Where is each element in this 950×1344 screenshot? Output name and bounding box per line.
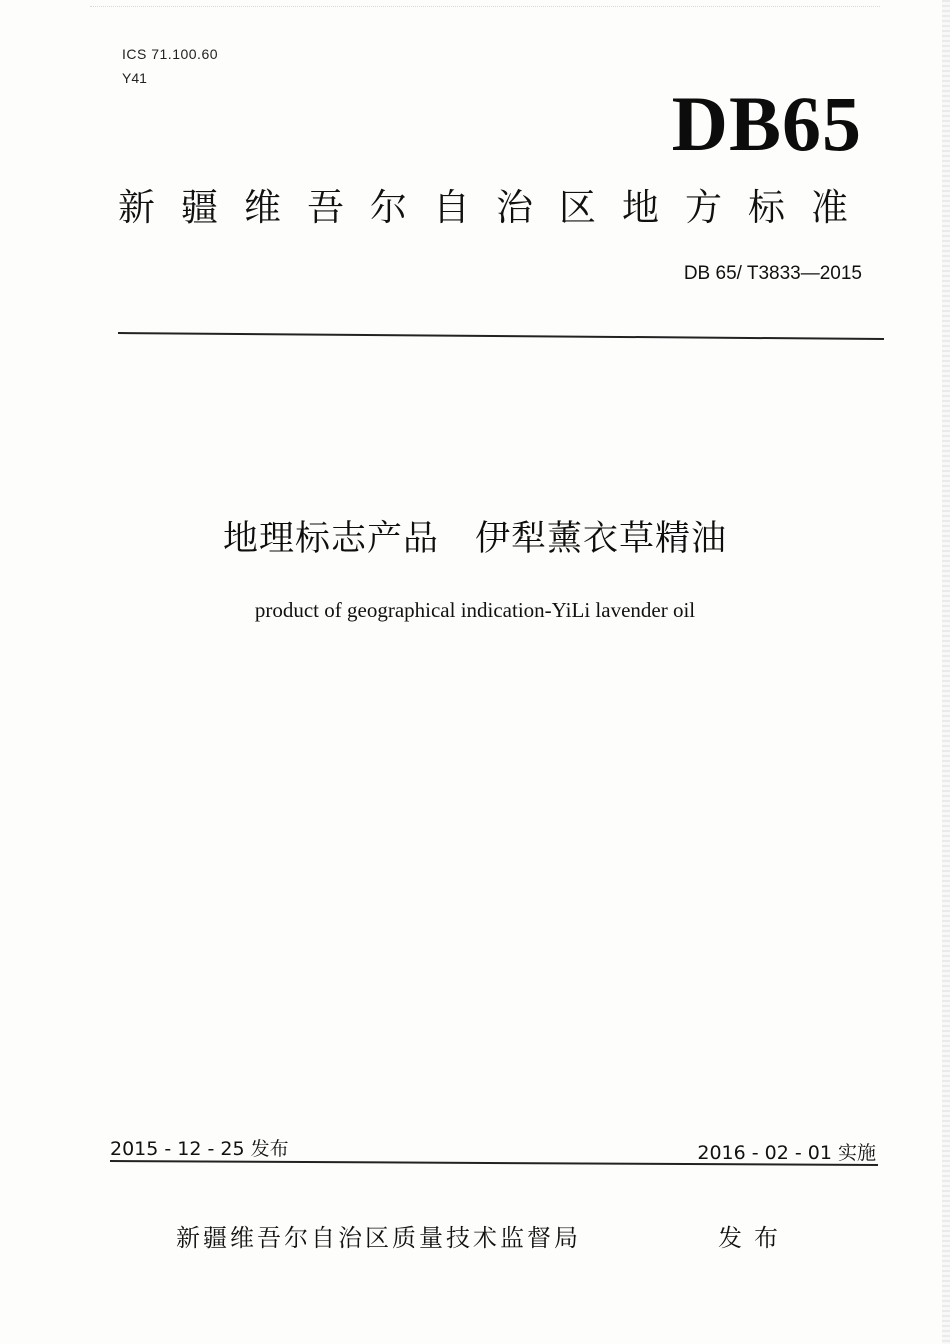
ccs-code: Y41 xyxy=(122,70,147,86)
implementation-date: 2016 - 02 - 01 实施 xyxy=(697,1142,876,1164)
scan-right-edge xyxy=(942,0,950,1344)
ics-code: ICS 71.100.60 xyxy=(122,46,219,62)
document-title-english: product of geographical indication-YiLi lavender oil xyxy=(254,598,696,622)
standard-logo: DB65 xyxy=(671,80,862,167)
document-title-chinese: 地理标志产品 伊犁薰衣草精油 xyxy=(222,519,727,559)
standard-number: DB 65/ T3833—2015 xyxy=(683,263,862,284)
publish-label: 发布 xyxy=(718,1224,790,1252)
standard-type-heading: 新疆维吾尔自治区地方标准 xyxy=(118,186,874,229)
issue-date: 2015 - 12 - 25 发布 xyxy=(110,1138,289,1160)
publisher-name: 新疆维吾尔自治区质量技术监督局 xyxy=(176,1224,581,1252)
scan-top-edge xyxy=(90,0,880,7)
header-divider xyxy=(118,332,884,340)
